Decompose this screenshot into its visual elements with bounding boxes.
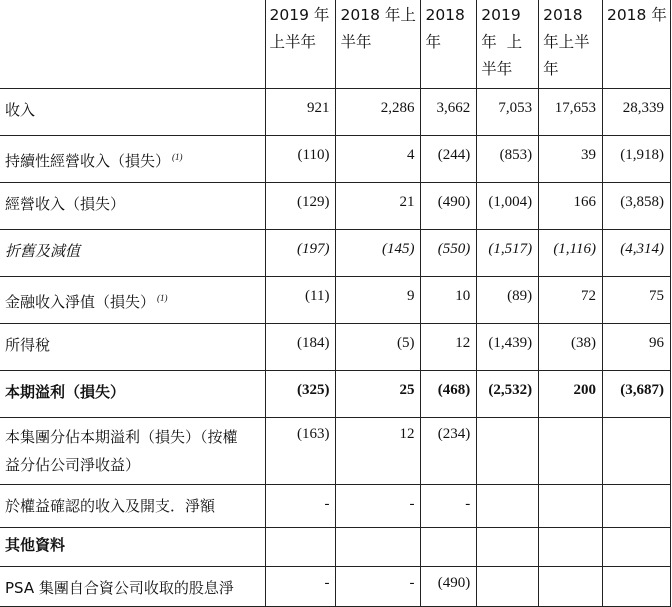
footnote-marker: (1) bbox=[172, 152, 183, 162]
cell bbox=[477, 418, 539, 485]
cell bbox=[336, 528, 421, 567]
cell bbox=[265, 528, 336, 567]
cell: 21 bbox=[336, 183, 421, 230]
cell: 9 bbox=[336, 277, 421, 324]
cell: 17,653 bbox=[539, 89, 603, 136]
cell bbox=[539, 567, 603, 607]
cell: - bbox=[421, 485, 477, 528]
table-row-revenue bbox=[0, 89, 671, 136]
cell: 75 bbox=[602, 277, 670, 324]
table-row-operating-income bbox=[0, 183, 671, 230]
row-label-cell bbox=[0, 136, 265, 183]
cell bbox=[539, 528, 603, 567]
cell: (3,858) bbox=[602, 183, 670, 230]
cell: (197) bbox=[265, 230, 336, 277]
col-header-h1-2019-b: 2019 年 上 半年 bbox=[477, 0, 539, 89]
cell: 39 bbox=[539, 136, 603, 183]
table-row-depreciation bbox=[0, 230, 671, 277]
cell: (853) bbox=[477, 136, 539, 183]
cell: (4,314) bbox=[602, 230, 670, 277]
row-label-line1: 本集團分佔本期溢利（損失）（按權 bbox=[5, 428, 238, 446]
cell: 3,662 bbox=[421, 89, 477, 136]
cell: 72 bbox=[539, 277, 603, 324]
table-row-income-tax bbox=[0, 324, 671, 371]
cell: 12 bbox=[336, 418, 421, 485]
cell: (490) bbox=[421, 183, 477, 230]
row-label: PSA 集團自合資公司收取的股息淨 bbox=[0, 567, 265, 607]
cell: (1,116) bbox=[539, 230, 603, 277]
cell: 166 bbox=[539, 183, 603, 230]
cell: (1,004) bbox=[477, 183, 539, 230]
row-label: 折舊及減值 bbox=[0, 230, 265, 277]
section-heading: 其他資料 bbox=[0, 528, 265, 567]
cell: (5) bbox=[336, 324, 421, 371]
cell: (184) bbox=[265, 324, 336, 371]
cell bbox=[477, 567, 539, 607]
table-row-recurring-operating-income bbox=[0, 136, 671, 183]
cell bbox=[602, 567, 670, 607]
col-header-h1-2019: 2019 年 上半年 bbox=[265, 0, 336, 89]
cell: 12 bbox=[421, 324, 477, 371]
table-row-net-financial-income bbox=[0, 277, 671, 324]
row-label-line2: 益分佔公司淨收益） bbox=[5, 456, 141, 474]
footnote-marker: (1) bbox=[157, 293, 168, 303]
row-label: 金融收入淨值（損失） bbox=[5, 293, 156, 311]
header-empty-cell bbox=[0, 0, 265, 89]
table-row-net-profit bbox=[0, 371, 671, 418]
cell: (1,439) bbox=[477, 324, 539, 371]
cell: (129) bbox=[265, 183, 336, 230]
cell: (163) bbox=[265, 418, 336, 485]
header-row bbox=[0, 0, 671, 89]
col-header-fy-2018: 2018 年 bbox=[421, 0, 477, 89]
cell bbox=[539, 485, 603, 528]
col-header-h1-2018-b: 2018 年上半 年 bbox=[539, 0, 603, 89]
cell bbox=[602, 418, 670, 485]
cell: (234) bbox=[421, 418, 477, 485]
cell: (11) bbox=[265, 277, 336, 324]
cell: 921 bbox=[265, 89, 336, 136]
col-header-h1-2018: 2018 年上 半年 bbox=[336, 0, 421, 89]
row-label-cell bbox=[0, 418, 265, 485]
row-label: 經營收入（損失） bbox=[0, 183, 265, 230]
cell: (145) bbox=[336, 230, 421, 277]
table-row-psa-dividends bbox=[0, 567, 671, 607]
cell bbox=[477, 528, 539, 567]
cell: 10 bbox=[421, 277, 477, 324]
cell: (2,532) bbox=[477, 371, 539, 418]
cell: (89) bbox=[477, 277, 539, 324]
row-label: 所得稅 bbox=[0, 324, 265, 371]
cell: - bbox=[336, 485, 421, 528]
cell: (490) bbox=[421, 567, 477, 607]
cell: 7,053 bbox=[477, 89, 539, 136]
table-row-group-share bbox=[0, 418, 671, 485]
cell: 25 bbox=[336, 371, 421, 418]
cell: 2,286 bbox=[336, 89, 421, 136]
cell: 96 bbox=[602, 324, 670, 371]
cell: 4 bbox=[336, 136, 421, 183]
cell: (1,517) bbox=[477, 230, 539, 277]
cell bbox=[421, 528, 477, 567]
cell: (550) bbox=[421, 230, 477, 277]
cell: - bbox=[336, 567, 421, 607]
cell: (244) bbox=[421, 136, 477, 183]
table-row-equity-income bbox=[0, 485, 671, 528]
row-label: 收入 bbox=[0, 89, 265, 136]
cell bbox=[602, 485, 670, 528]
cell: (468) bbox=[421, 371, 477, 418]
cell bbox=[602, 528, 670, 567]
col-header-fy-2018-b: 2018 年 bbox=[602, 0, 670, 89]
cell bbox=[477, 485, 539, 528]
cell: - bbox=[265, 485, 336, 528]
cell bbox=[539, 418, 603, 485]
row-label: 持續性經營收入（損失） bbox=[5, 152, 171, 170]
cell: - bbox=[265, 567, 336, 607]
cell: (1,918) bbox=[602, 136, 670, 183]
row-label-cell bbox=[0, 277, 265, 324]
row-label: 本期溢利（損失） bbox=[0, 371, 265, 418]
cell: (38) bbox=[539, 324, 603, 371]
cell: (3,687) bbox=[602, 371, 670, 418]
row-label: 於權益確認的收入及開支．淨額 bbox=[0, 485, 265, 528]
cell: (110) bbox=[265, 136, 336, 183]
cell: 200 bbox=[539, 371, 603, 418]
cell: 28,339 bbox=[602, 89, 670, 136]
cell: (325) bbox=[265, 371, 336, 418]
section-row-other-info bbox=[0, 528, 671, 567]
